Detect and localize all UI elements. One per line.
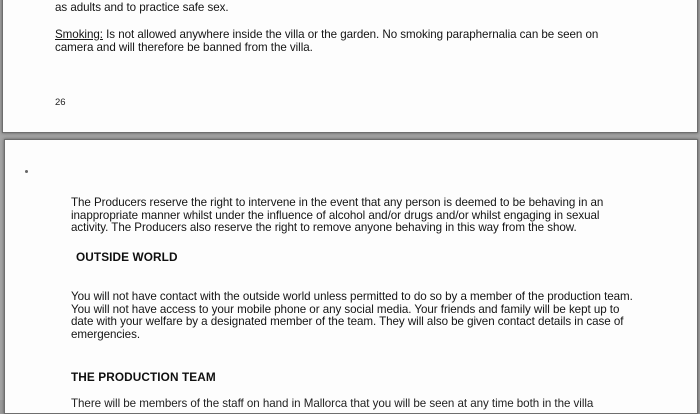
page-number: 26 xyxy=(55,97,66,108)
outside-world-line: You will not have access to your mobile phone or any social media. Your friends and family will be kept up to xyxy=(71,302,620,316)
outside-world-line: emergencies. xyxy=(71,327,140,341)
smoking-text-1: Is not allowed anywhere inside the villa or the garden. No smoking paraphernalia can be seen on xyxy=(102,28,599,41)
producers-paragraph xyxy=(71,197,603,235)
outside-world-line: date with your welfare by a designated member of the team. They will also be given contact details in case of xyxy=(71,315,624,329)
document-page-26 xyxy=(2,0,698,133)
outside-world-paragraph xyxy=(71,291,633,341)
scan-speck xyxy=(25,170,28,173)
producers-line: The Producers reserve the right to intervene in the event that any person is deemed to be behaving in an xyxy=(71,196,604,209)
producers-line: inappropriate manner whilst under the influence of alcohol and/or drugs and/or whilst engaging in sexual xyxy=(71,208,600,222)
partial-line: as adults and to practice safe sex. xyxy=(55,1,229,14)
smoking-line-2: camera and will therefore be banned from the villa. xyxy=(55,40,313,54)
outside-world-heading: OUTSIDE WORLD xyxy=(76,250,178,264)
smoking-label: Smoking: xyxy=(55,28,103,41)
partial-paragraph xyxy=(55,2,229,15)
document-page-27 xyxy=(4,139,698,414)
smoking-paragraph xyxy=(55,29,598,54)
producers-line: activity. The Producers also reserve the right to remove anyone behaving in this way from the show. xyxy=(71,221,577,235)
outside-world-line: You will not have contact with the outside world unless permitted to do so by a member of the production team. xyxy=(71,290,633,303)
cut-off-line: There will be members of the staff on hand in Mallorca that you will be seen at any time both in the villa xyxy=(71,397,594,410)
production-team-heading: THE PRODUCTION TEAM xyxy=(71,370,216,384)
smoking-line-1 xyxy=(55,29,598,42)
